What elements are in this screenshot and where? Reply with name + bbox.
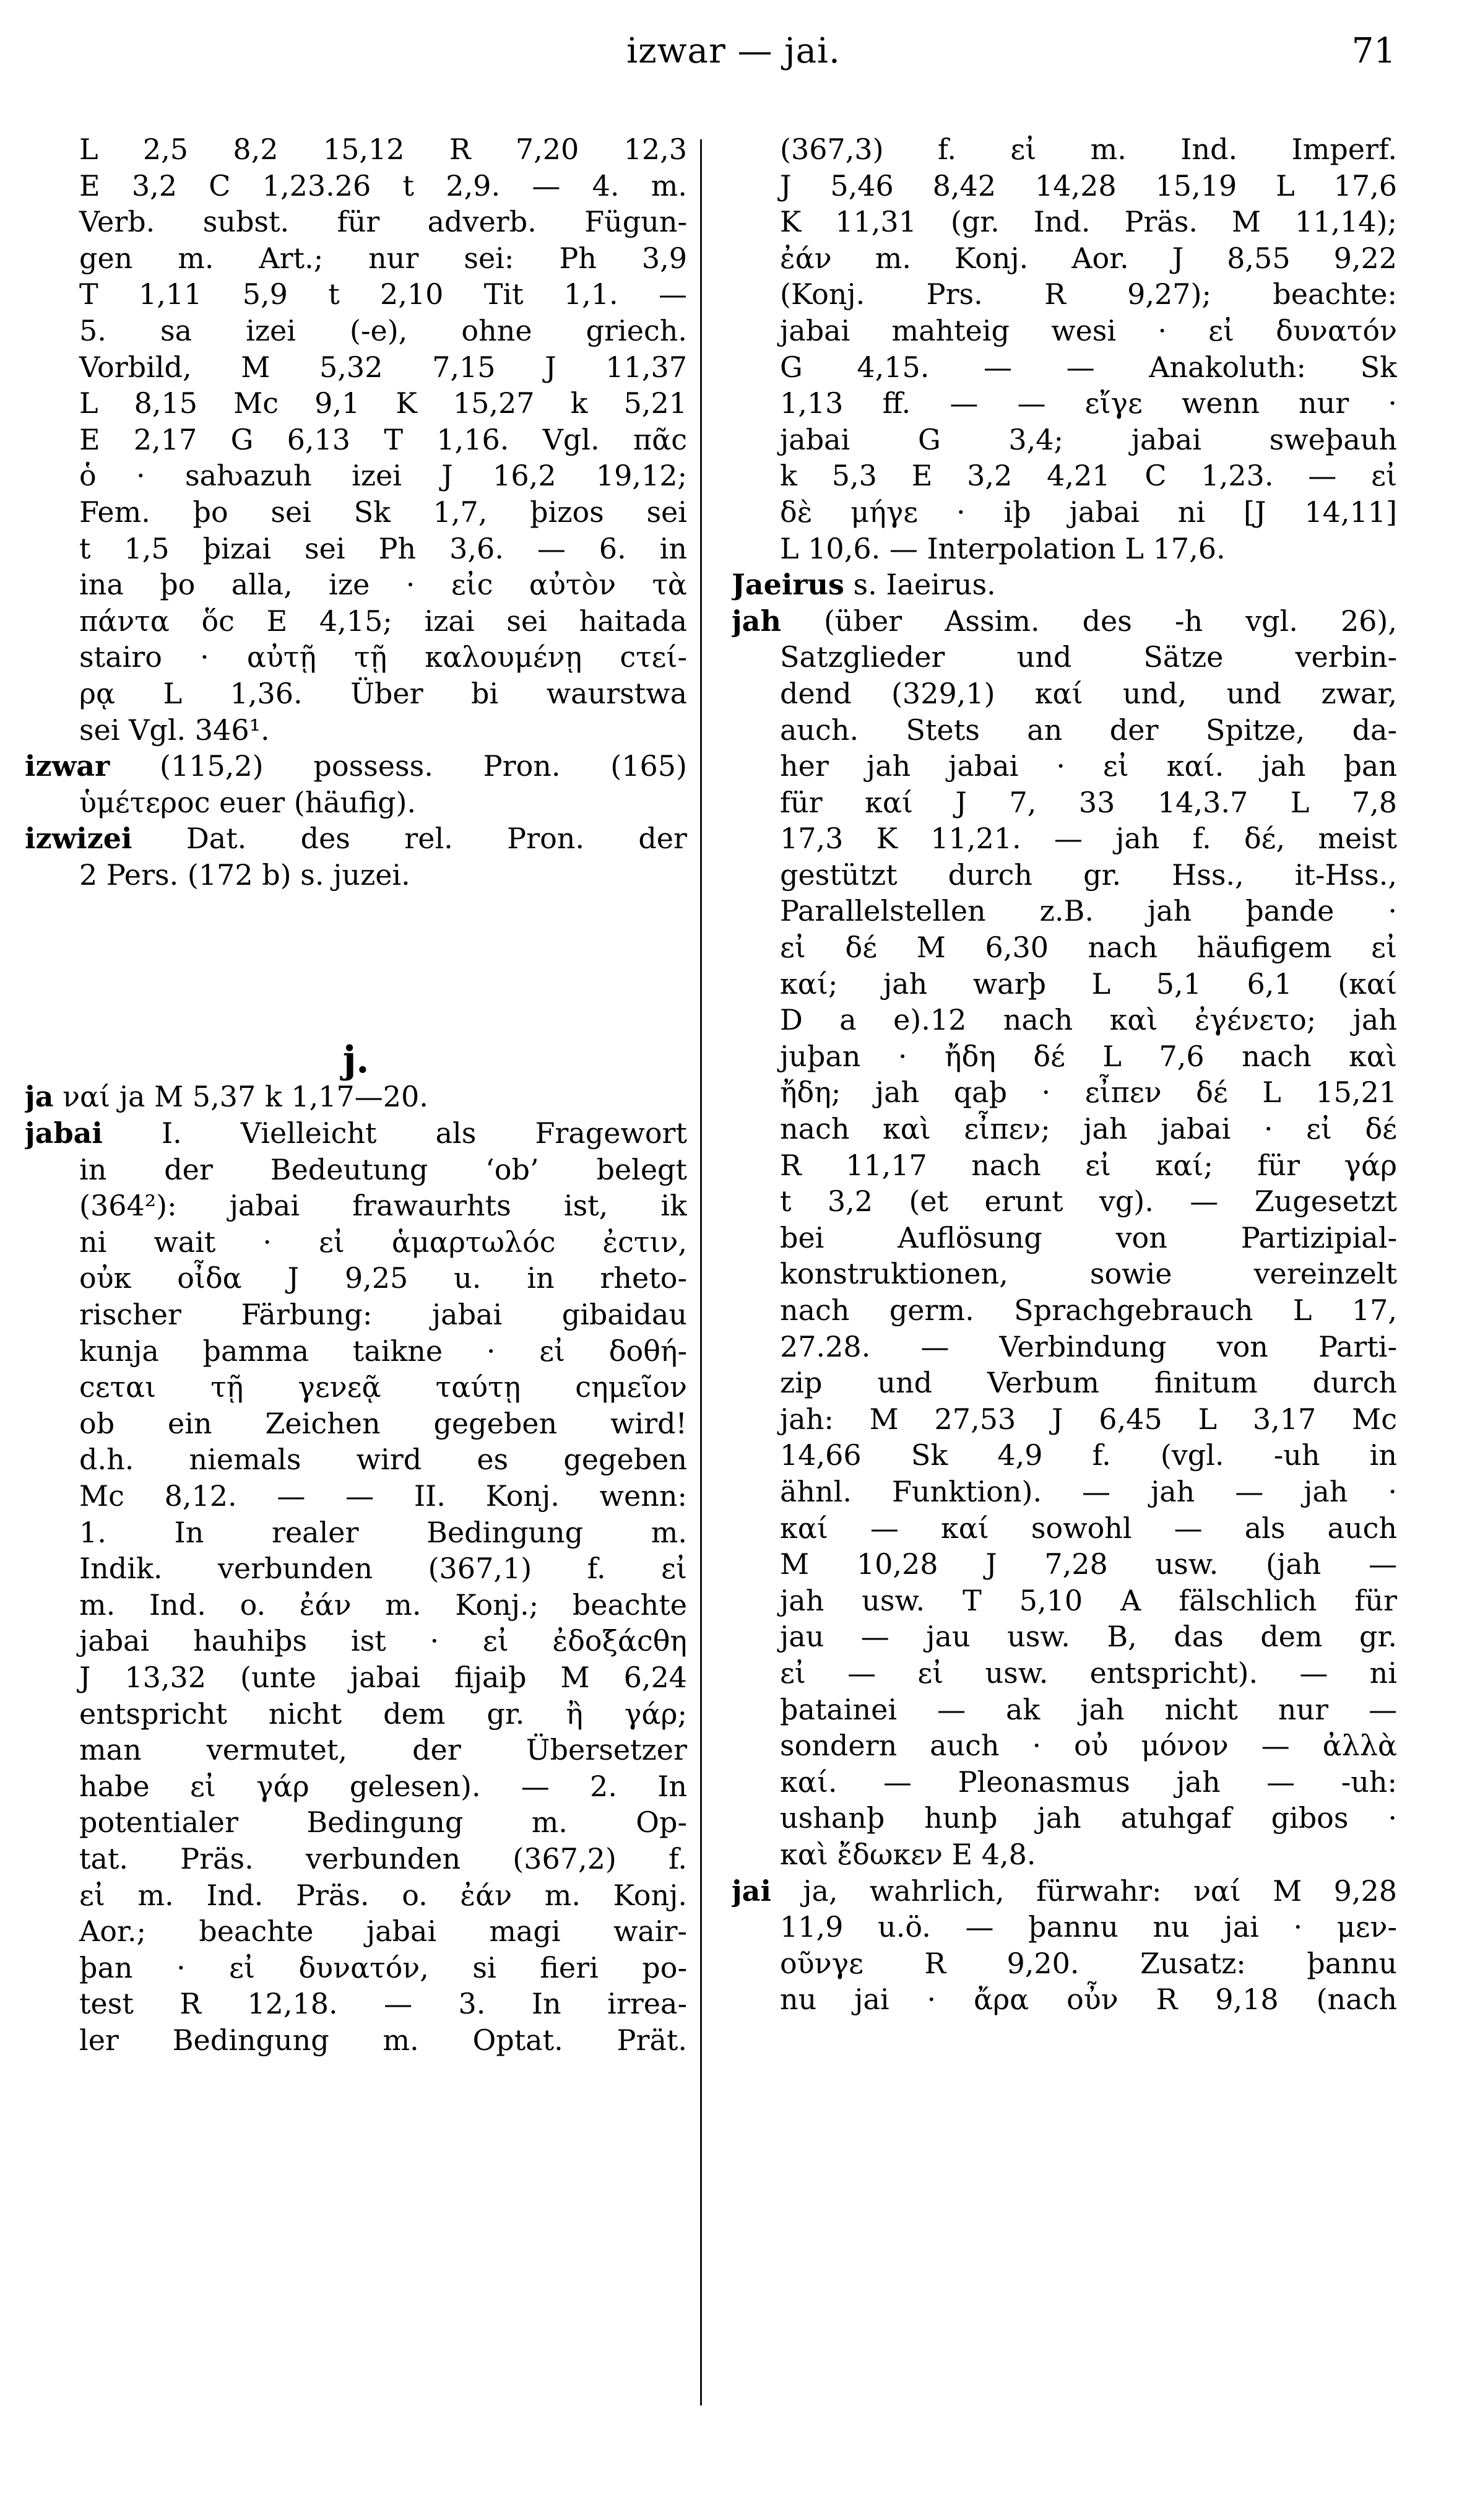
entry-line: 11,9 u.ö. — þannu nu jai · μεν- xyxy=(780,1910,1397,1944)
section-letter-heading: j. xyxy=(342,1038,370,1082)
entry-line: Mc 8,12. — — II. Konj. wenn: xyxy=(79,1479,687,1513)
entry-line: jabai mahteig wesi · εἰ δυνατόν xyxy=(780,313,1397,347)
entry-ja: ja ναί ja M 5,37 k 1,17—20. xyxy=(25,1080,428,1114)
entry-line: καί — καί sowohl — als auch xyxy=(780,1511,1397,1545)
entry-jaeirus: Jaeirus s. Iaeirus. xyxy=(732,568,996,602)
entry-line: m. Ind. o. ἐάν m. Konj.; beachte xyxy=(79,1588,687,1622)
entry-line: stairo · αὐτῇ τῇ καλουμένῃ cτεί- xyxy=(79,640,687,674)
entry-line: t 3,2 (et erunt vg). — Zugesetzt xyxy=(780,1184,1397,1219)
entry-line: jabai hauhiþs ist · εἰ ἐδοξάcθη xyxy=(79,1624,687,1658)
entry-line: T 1,11 5,9 t 2,10 Tit 1,1. — xyxy=(79,277,687,311)
headword: izwar xyxy=(25,749,110,783)
entry-izwar: izwar (115,2) possess. Pron. (165) xyxy=(25,749,687,783)
entry-line: D a e).12 nach καὶ ἐγένετο; jah xyxy=(780,1003,1397,1037)
entry-line: þan · εἰ δυνατόν, si fieri po- xyxy=(79,1950,687,1984)
entry-line: cεται τῇ γενεᾷ ταύτῃ cημεῖον xyxy=(79,1370,687,1404)
entry-line: nu jai · ἄρα οὖν R 9,18 (nach xyxy=(780,1983,1397,2017)
entry-line: K 11,31 (gr. Ind. Präs. M 11,14); xyxy=(780,205,1397,239)
page-number: 71 xyxy=(1351,31,1396,71)
entry-line: E 3,2 C 1,23.26 t 2,9. — 4. m. xyxy=(79,168,687,202)
entry-line: gen m. Art.; nur sei: Ph 3,9 xyxy=(79,241,687,275)
entry-line: zip und Verbum finitum durch xyxy=(780,1366,1397,1400)
entry-line: (367,3) f. εἰ m. Ind. Imperf. xyxy=(780,133,1397,166)
entry-line: εἰ m. Ind. Präs. o. ἐάν m. Konj. xyxy=(79,1878,687,1912)
left-column xyxy=(25,131,687,2059)
entry-line: οὐκ οἶδα J 9,25 u. in rheto- xyxy=(79,1261,687,1295)
entry-line: L 2,5 8,2 15,12 R 7,20 12,3 xyxy=(79,133,687,166)
entry-line: ähnl. Funktion). — jah — jah · xyxy=(780,1474,1397,1508)
entry-izwizei: izwizei Dat. des rel. Pron. der xyxy=(25,822,687,856)
entry-line: L 10,6. — Interpolation L 17,6. xyxy=(780,531,1226,565)
entry-line: ὑμέτεροc euer (häufig). xyxy=(79,785,417,819)
entry-line: d.h. niemals wird es gegeben xyxy=(79,1443,687,1477)
entry-line: καὶ ἔδωκεν E 4,8. xyxy=(780,1837,1036,1871)
entry-line: konstruktionen, sowie vereinzelt xyxy=(780,1257,1397,1291)
entry-line: καί. — Pleonasmus jah — -uh: xyxy=(780,1765,1397,1799)
entry-line: für καί J 7, 33 14,3.7 L 7,8 xyxy=(780,785,1397,819)
entry-line: Fem. þo sei Sk 1,7, þizos sei xyxy=(79,495,687,529)
entry-line: auch. Stets an der Spitze, da- xyxy=(780,713,1397,747)
entry-line: 14,66 Sk 4,9 f. (vgl. -uh in xyxy=(780,1438,1397,1472)
entry-jabai-continuation xyxy=(732,131,1397,567)
entry-jabai-body xyxy=(25,1152,687,2059)
right-column xyxy=(732,131,1397,2018)
entry-line: (Konj. Prs. R 9,27); beachte: xyxy=(780,277,1397,311)
entry-line: ob ein Zeichen gegeben wird! xyxy=(79,1406,687,1440)
entry-jah-body xyxy=(732,639,1397,1872)
entry-line: (364²): jabai frawaurhts ist, ik xyxy=(79,1189,687,1223)
entry-line: Aor.; beachte jabai magi wair- xyxy=(79,1914,687,1949)
entry-line: t 1,5 þizai sei Ph 3,6. — 6. in xyxy=(79,531,687,565)
entry-line: R 11,17 nach εἰ καί; für γάρ xyxy=(780,1148,1397,1182)
headword: jabai xyxy=(25,1116,103,1150)
entry-line: Indik. verbunden (367,1) f. εἰ xyxy=(79,1552,687,1586)
entry-line: 17,3 K 11,21. — jah f. δέ, meist xyxy=(780,822,1397,856)
entry-line: þatainei — ak jah nicht nur — xyxy=(780,1692,1397,1726)
entry-line: 2 Pers. (172 b) s. juzei. xyxy=(79,858,410,892)
entry-line: J 13,32 (unte jabai fijaiþ M 6,24 xyxy=(79,1660,687,1694)
entry-line: G 4,15. — — Anakoluth: Sk xyxy=(780,350,1397,384)
entry-line: test R 12,18. — 3. In irrea- xyxy=(79,1987,687,2021)
entry-line: habe εἰ γάρ gelesen). — 2. In xyxy=(79,1769,687,1803)
headword: ja xyxy=(25,1080,54,1114)
entry-line: ρᾳ L 1,36. Über bi waurstwa xyxy=(79,676,687,710)
entry-line: ἤδη; jah qaþ · εἶπεν δέ L 15,21 xyxy=(780,1075,1397,1110)
entry-line: rischer Färbung: jabai gibaidau xyxy=(79,1298,687,1332)
entry-jai: jai ja, wahrlich, fürwahr: ναί M 9,28 xyxy=(732,1874,1397,1908)
entry-line: E 2,17 G 6,13 T 1,16. Vgl. πᾶc xyxy=(79,422,687,456)
entry-jabai: jabai I. Vielleicht als Fragewort xyxy=(25,1116,687,1150)
entry-line: 1,13 ff. — — εἴγε wenn nur · xyxy=(780,386,1397,420)
entry-line: Vorbild, M 5,32 7,15 J 11,37 xyxy=(79,350,687,384)
headword: izwizei xyxy=(25,822,132,856)
entry-line: δὲ μήγε · iþ jabai ni [J 14,11] xyxy=(780,495,1397,529)
entry-line: 5. sa izei (-e), ohne griech. xyxy=(79,313,687,347)
entry-line: ler Bedingung m. Optat. Prät. xyxy=(79,2023,687,2057)
entry-line: M 10,28 J 7,28 usw. (jah — xyxy=(780,1547,1397,1581)
entry-line: καί; jah warþ L 5,1 6,1 (καί xyxy=(780,967,1397,1001)
entry-line: πάντα ὅc E 4,15; izai sei haitada xyxy=(79,604,687,638)
headword: jah xyxy=(732,604,781,638)
entry-line: ἐάν m. Konj. Aor. J 8,55 9,22 xyxy=(780,241,1397,275)
entry-line: Parallelstellen z.B. jah þande · xyxy=(780,894,1397,928)
entry-line: ushanþ hunþ jah atuhgaf gibos · xyxy=(780,1801,1397,1835)
entry-line: jah usw. T 5,10 A fälschlich für xyxy=(780,1583,1397,1617)
entry-continuation xyxy=(25,131,687,748)
entry-line: ὁ · saƕazuh izei J 16,2 19,12; xyxy=(79,459,687,493)
entry-line: bei Auflösung von Partizipial- xyxy=(780,1220,1397,1254)
entry-line: Verb. subst. für adverb. Fügun- xyxy=(79,205,687,239)
entry-line: jah: M 27,53 J 6,45 L 3,17 Mc xyxy=(780,1402,1397,1436)
entry-line: sei Vgl. 346¹. xyxy=(79,713,270,747)
entry-line: potentialer Bedingung m. Op- xyxy=(79,1805,687,1840)
entry-line: jabai G 3,4; jabai sweþauh xyxy=(780,422,1397,456)
entry-line: ina þo alla, ize · εἰc αὐτὸν τὰ xyxy=(79,568,687,602)
entry-line: k 5,3 E 3,2 4,21 C 1,23. — εἰ xyxy=(780,459,1397,493)
entry-line: 27.28. — Verbindung von Parti- xyxy=(780,1329,1397,1363)
headword: jai xyxy=(732,1874,771,1908)
entry-line: sondern auch · οὐ μόνον — ἀλλὰ xyxy=(780,1729,1397,1763)
entry-line: dend (329,1) καί und, und zwar, xyxy=(780,676,1397,710)
entry-line: kunja þamma taikne · εἰ δοθή- xyxy=(79,1334,687,1368)
entry-line: εἰ — εἰ usw. entspricht). — ni xyxy=(780,1656,1397,1690)
entry-line: εἰ δέ M 6,30 nach häufigem εἰ xyxy=(780,931,1397,965)
entry-jai-body xyxy=(732,1909,1397,2018)
entry-line: 1. In realer Bedingung m. xyxy=(79,1515,687,1549)
running-head: izwar — jai. xyxy=(626,31,841,71)
entry-line: jau — jau usw. B, das dem gr. xyxy=(780,1620,1397,1654)
page-header xyxy=(0,31,1467,80)
entry-line: man vermutet, der Übersetzer xyxy=(79,1733,687,1767)
entry-line: Satzglieder und Sätze verbin- xyxy=(780,640,1397,674)
entry-line: gestützt durch gr. Hss., it-Hss., xyxy=(780,858,1397,892)
entry-line: entspricht nicht dem gr. ἢ γάρ; xyxy=(79,1697,687,1731)
entry-line: tat. Präs. verbunden (367,2) f. xyxy=(79,1841,687,1875)
entry-line: juþan · ἤδη δέ L 7,6 nach καὶ xyxy=(780,1039,1397,1073)
entry-line: nach καὶ εἶπεν; jah jabai · εἰ δέ xyxy=(780,1112,1397,1146)
entry-line: nach germ. Sprachgebrauch L 17, xyxy=(780,1293,1397,1327)
entry-line: her jah jabai · εἰ καί. jah þan xyxy=(780,749,1397,783)
column-divider xyxy=(700,139,702,2405)
entry-line: ni wait · εἰ ἁμαρτωλόc ἐcτιν, xyxy=(79,1225,687,1259)
entry-line: L 8,15 Mc 9,1 K 15,27 k 5,21 xyxy=(79,386,687,420)
entry-jah: jah (über Assim. des -h vgl. 26), xyxy=(732,604,1397,638)
headword: Jaeirus xyxy=(732,568,844,602)
entry-line: in der Bedeutung ‘ob’ belegt xyxy=(79,1152,687,1186)
entry-line: οῦνγε R 9,20. Zusatz: þannu xyxy=(780,1946,1397,1980)
entry-line: J 5,46 8,42 14,28 15,19 L 17,6 xyxy=(780,168,1397,202)
